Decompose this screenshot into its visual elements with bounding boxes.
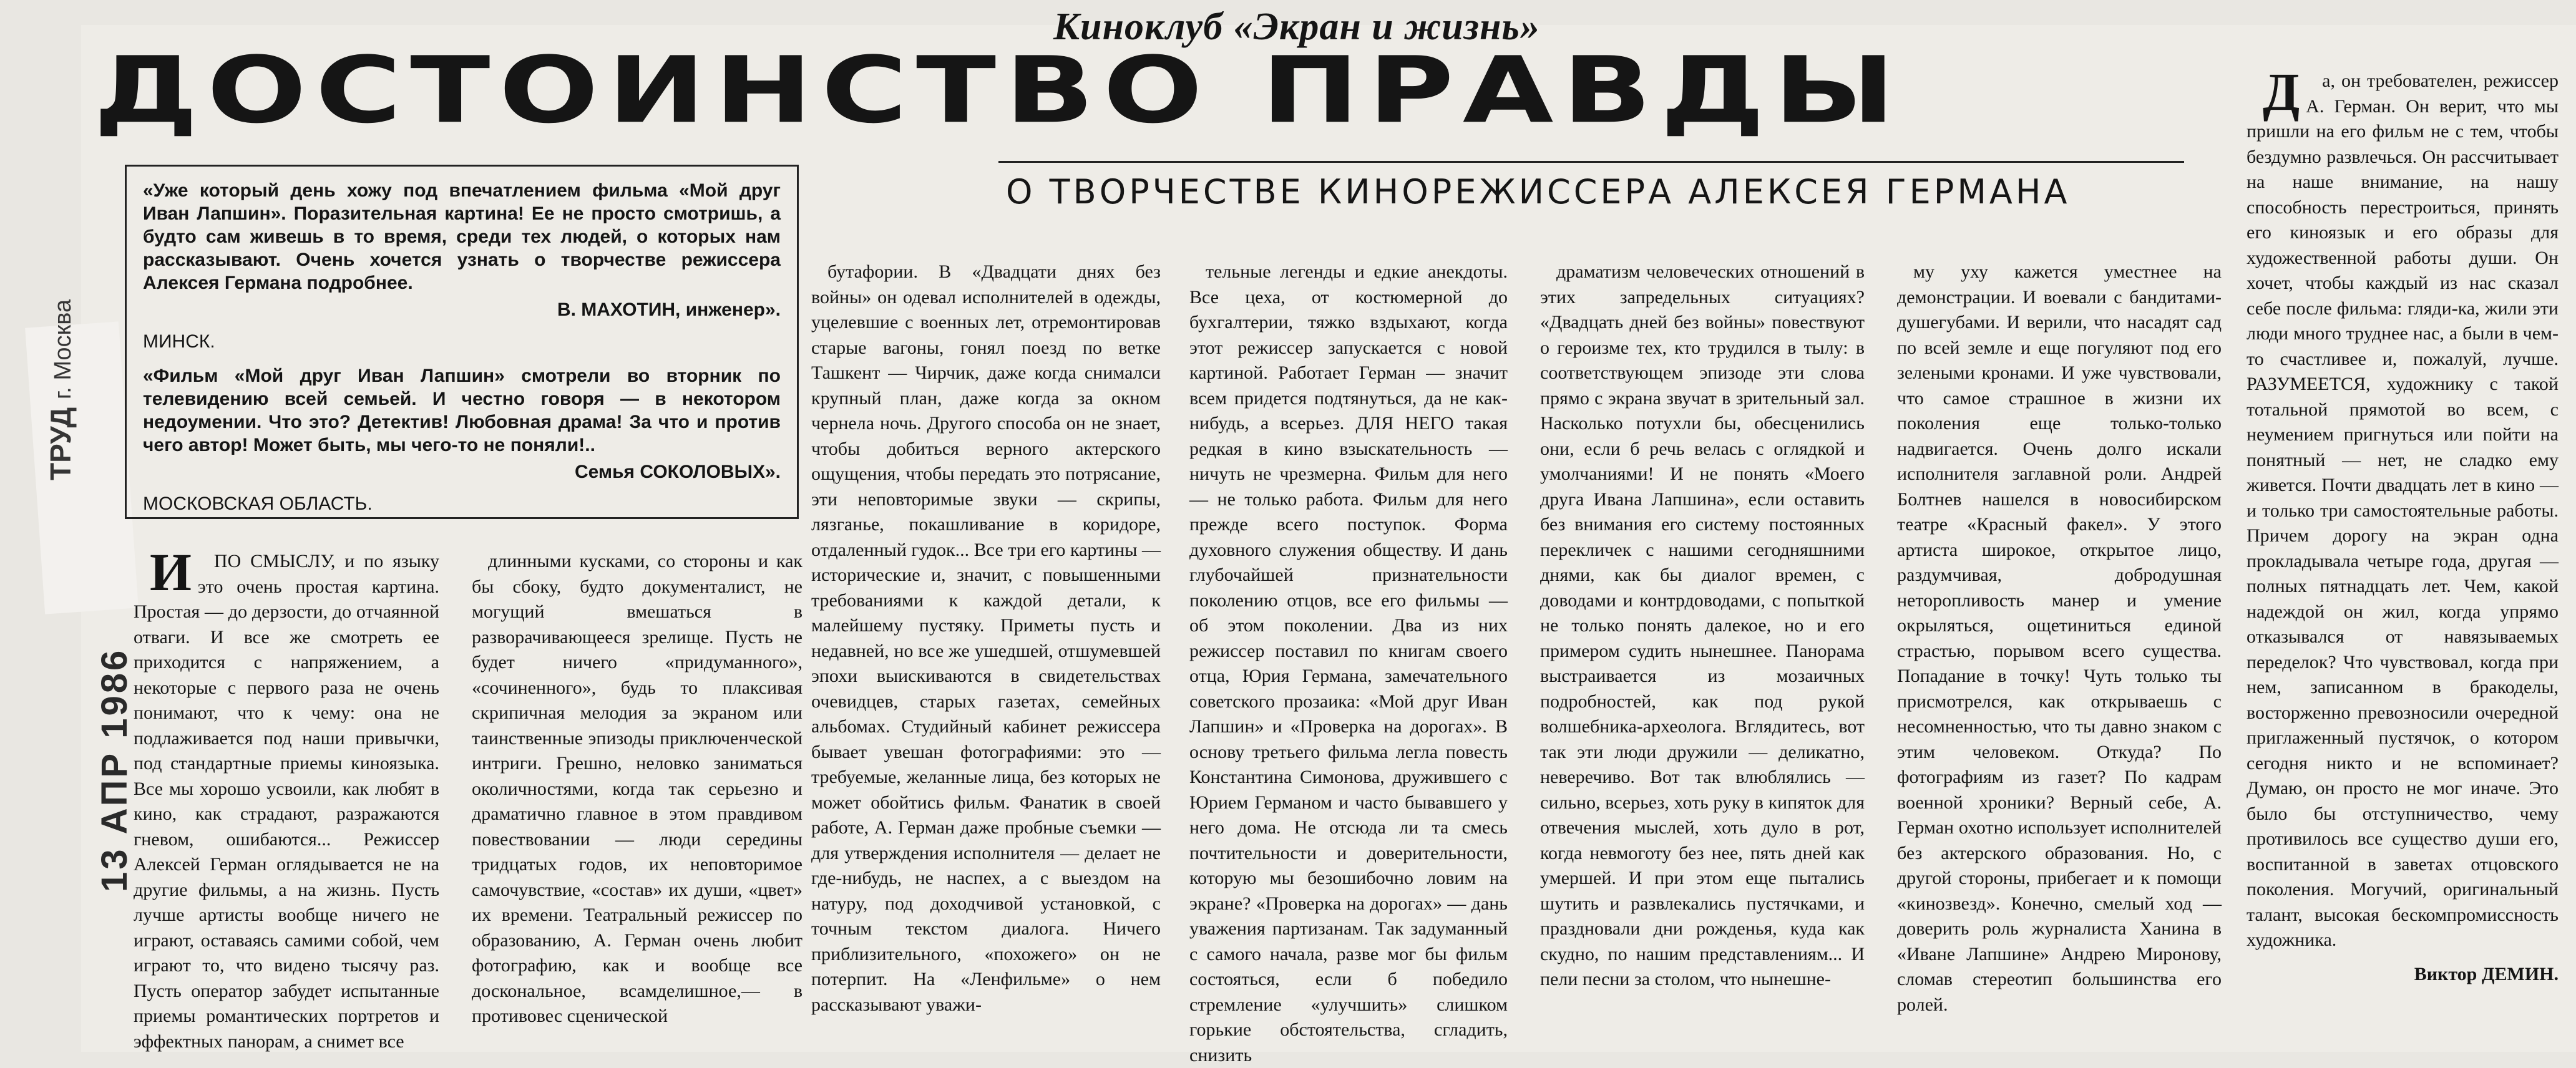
- letter-1-place: МИНСК.: [143, 331, 215, 352]
- column-2-text: длинными кусками, со стороны и как бы сбоку, будто документалист, не могущий вмешаться в разворачивающееся зрелище. Пусть не будет ничего «придуманного», «сочиненного», будь то плаксивая скрипичная мелодия за экраном или таинственные эпизоды приключенческой интриги. Грешно, неловко заниматься околичностями, когда так серьезно и драматично главное в этом правдивом повествовании — люди середины тридцатых годов, их неповторимое самочувствие, «состав» их души, «цвет» их времени. Театральный режиссер по образованию, А. Герман очень любит фотографию, как и вообще все доскональное, всамделишное,— в противовес сценической: [472, 551, 803, 1026]
- letter-2-signature: Семья СОКОЛОВЫХ».: [574, 462, 781, 482]
- stamp-paper-strip: [25, 321, 139, 614]
- letter-2-place: МОСКОВСКАЯ ОБЛАСТЬ.: [143, 493, 373, 514]
- column-5-text: драматизм человеческих отношений в этих запредельных ситуациях? «Двадцать дней без войны» повествуют о героизме тех, кто трудился в тылу: в соответствующем эпизоде эти слова прямо с экрана звучат в зрительный зал. Насколько потухли бы, обесценились они, если б речь велась с оглядкой и умолчаниями! И не понять «Моего друга Ивана Лапшина», если оставить без внимания его систему постоянных перекличек с нашими сегодняшними днями, как бы диалог времен, с доводами и контрдоводами, с попыткой не только понять далекое, но и его примером судить нынешнее. Панорама выстраивается из мозаичных подробностей, как под рукой волшебника-археолога. Вглядитесь, вот так эти люди дружили — деликатно, неверечиво. Вот так влюблялись — сильно, всерьез, хоть руку в кипяток для отвечения мыслей, хоть дуло в рот, когда невмоготу без нее, пять дней как умершей. И при этом еще пытались шутить и развлекались пустячками, и праздновали дни рожденья, куда как скудно, по нашим представлениям... И пели песни за столом, что нынешне-: [1540, 261, 1865, 989]
- column-4: [1189, 260, 1508, 1068]
- column-2: [472, 549, 803, 1029]
- article-headline: ДОСТОИНСТВО ПРАВДЫ: [94, 37, 1904, 144]
- article-subtitle: О ТВОРЧЕСТВЕ КИНОРЕЖИССЕРА АЛЕКСЕЯ ГЕРМАНА: [1006, 172, 2071, 211]
- stamp-date: 13 АПР 1986: [94, 648, 135, 892]
- column-4-text: тельные легенды и едкие анекдоты. Все цеха, от костюмерной до бухгалтерии, тяжко вздыхают, когда этот режиссер запускается с новой картиной. Работает Герман — значит всем придется подтянуться, да не как-нибудь, а всерьез. ДЛЯ НЕГО такая редкая в кино взыскательность — ничуть не чрезмерна. Фильм для него — не только работа. Фильм для него прежде всего поступок. Форма духовного служения обществу. И дань глубочайшей признательности поколению отцов, все его фильмы — об этом поколении. Два из них режиссер поставил по книгам своего отца, Юрия Германа, замечательного советского прозаика: «Мой друг Иван Лапшин» и «Проверка на дорогах». В основу третьего фильма легла повесть Константина Симонова, дружившего с Юрием Германом и часто бывавшего у него дома. Не отсюда ли та смесь почтительности и доверительности, которую мы безошибочно ловим на экране? «Проверка на дорогах» — дань уважения партизанам. Так задуманный с самого начала, разве мог бы фильм состояться, если б победило стремление «улучшить» слишком горькие обстоятельства, сгладить, снизить: [1189, 261, 1508, 1066]
- column-7-text: Да, он требователен, режиссер А. Герман. Он верит, что мы пришли на его фильм не с тем, чтобы бездумно развлечься. Он рассчитывает на наше внимание, на нашу способность перестроиться, принять его киноязык и его образы для художественной работы души. Он хочет, чтобы каждый из нас сказал себе после фильма: гляди-ка, жили эти люди много труднее нас, а были в чем-то счастливее и, пожалуй, лучше. РАЗУМЕЕТСЯ, художнику с такой тотальной прямотой во всем, с неумением пригнуться или пойти на понятный — нет, не сладко ему живется. Почти двадцать лет в кино — и только три самостоятельные работы. Причем дорогу на экран одна прокладывала четыре года, другая — полных пятнадцать лет. Чем, какой надеждой он жил, когда упрямо отказывался от навязываемых переделок? Что чувствовал, когда при нем, записанном в бракоделы, восторженно превозносили очередной приглаженный пустячок, о котором сегодня никто и не вспоминает? Думаю, он просто не мог иначе. Это было бы отступничество, чему противилось все существо души его, воспитанной в заветах отцовского поколения. Могучий, оригинальный талант, высокая бескомпромиссность художника.: [2247, 62, 2559, 950]
- article-author: Виктор ДЕМИН.: [2414, 963, 2559, 984]
- column-6: [1897, 260, 2222, 1017]
- column-3-text: бутафории. В «Двадцати днях без войны» он одевал исполнителей в одежды, уцелевшие с военных лет, отремонтировав старые вагоны, гонял поезд по ветке Ташкент — Чирчик, даже когда снималси крупный план, даже когда за окном чернела ночь. Другого способа он не знает, чтобы добиться верного актерского ощущения, чтобы передать это потрясание, эти неповторимые звуки — скрипы, лязганье, покашливание в коридоре, отдаленный гудок... Все три его картины — исторические и, значит, с повышенными требованиями к каждой детали, к малейшему пустяку. Приметы пусть и недавней, но все же ушедшей, отшумевшей эпохи выискиваются в свидетельствах очевидцев, старых газетах, семейных альбомах. Студийный кабинет режиссера бывает увешан фотографиями: это — требуемые, желанные лица, без которых не может обойтись фильм. Фанатик в своей работе, А. Герман даже пробные съемки — для утверждения исполнителя — делает не где-нибудь, не наспех, а с выездом на натуру, под доходчивой установкой, с точным текстом диалога. Ничего приблизительного, «похожего» он не потерпит. На «Ленфильме» о нем рассказывают уважи-: [811, 261, 1161, 1015]
- column-7: [2247, 62, 2559, 987]
- subtitle-rule: [998, 161, 2184, 163]
- column-3: [811, 260, 1161, 1017]
- column-6-text: му уху кажется уместнее на демонстрации. И воевали с бандитами-душегубами. И верили, что насадят сад по всей земле и еще погуляют под его зелеными кронами. И уже чувствовали, что самое страшное в жизни их поколения еще только-только надвигается. Очень долго искали исполнителя заглавной роли. Андрей Болтнев нашелся в новосибирском театре «Красный факел». У этого артиста широкое, открытое лицо, раздумчивая, добродушная неторопливость манер и умение окрыляться, ощетиниться единой страстью, порывом всего существа. Попадание в точку! Чуть только ты присмотрелся, как открываешь с несомненностью, что ты давно знаком с этим человеком. Откуда? По фотографиям из газет? По кадрам военной хроники? Верный себе, А. Герман охотно использует исполнителей без актерского образования. Но, с другой стороны, прибегает и к помощи «кинозвезд». Конечно, смелый ход — доверить роль журналиста Ханина в «Иване Лапшине» Андрею Миронову, сломав стереотип большинства его ролей.: [1897, 261, 2222, 1015]
- column-5: [1540, 260, 1865, 993]
- letter-2-text: «Фильм «Мой друг Иван Лапшин» смотрели во вторник по телевидению всей семьей. И честно говоря — в некотором недоумении. Что это? Детектив! Любовная драма! За что и против чего автор! Может быть, мы чего-то не поняли!..: [143, 366, 781, 455]
- letter-1-text: «Уже который день хожу под впечатлением фильма «Мой друг Иван Лапшин». Поразительная картина! Ее не просто смотришь, а будто сам живешь в то время, среди тех людей, о которых нам рассказывают. Очень хочется узнать о творчестве режиссера Алексея Германа подробнее.: [143, 180, 781, 293]
- column-1-text: ИПО СМЫСЛУ, и по языку это очень простая картина. Простая — до дерзости, до отчаянной отваги. И все же смотреть ее приходится с напряжением, а некоторые с первого раза не очень понимают, что к чему: она не подлаживается под наши привычки, под стандартные приемы киноязыка. Все мы хорошо усвоили, как любят в кино, как страдают, разражаются гневом, ошибаются... Режиссер Алексей Герман оглядывается не на другие фильмы, а на жизнь. Пусть лучше артисты вообще ничего не играют, оставаясь самими собой, чем играют то, что видено тысячу раз. Пусть оператор забудет испытанные приемы романтических портретов и эффектных панорам, а снимет все: [134, 542, 439, 1052]
- stamp-newspaper: ТРУД г. Москва: [44, 299, 77, 480]
- column-1: [134, 542, 439, 1054]
- rubric-kicker: Киноклуб «Экран и жизнь»: [1053, 6, 1540, 48]
- reader-letters-box: [125, 165, 799, 519]
- letter-1-signature: В. МАХОТИН, инженер».: [557, 299, 781, 320]
